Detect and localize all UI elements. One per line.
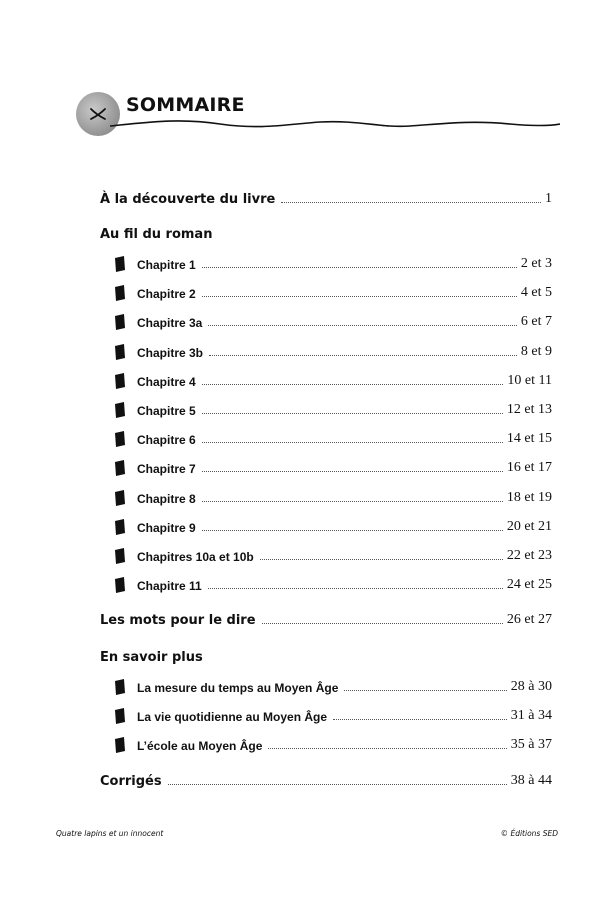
toc-entry-page: 20 et 21	[506, 518, 552, 534]
toc-entry-page: 12 et 13	[506, 402, 552, 417]
toc-entry-label: Chapitre 5	[137, 404, 196, 418]
book-bullet-icon	[114, 679, 126, 695]
toc-entry-label: Chapitre 6	[137, 433, 196, 448]
leader-dots	[208, 587, 503, 589]
toc-entry-chapitre-10[interactable]	[114, 519, 552, 535]
toc-entry-chapitre-3[interactable]	[114, 314, 552, 330]
toc-entry-chapitre-6[interactable]	[114, 402, 552, 418]
book-bullet-icon	[114, 314, 126, 330]
section-heading-fil-du-roman: Au fil du roman	[100, 227, 213, 242]
toc-entry-label: Chapitre 3a	[137, 316, 203, 331]
book-bullet-icon	[114, 256, 126, 272]
book-bullet-icon	[114, 460, 126, 476]
leader-dots	[202, 500, 503, 502]
leader-dots	[202, 295, 517, 297]
toc-entry-chapitre-9[interactable]	[114, 490, 552, 506]
book-bullet-icon	[114, 344, 126, 360]
toc-entry-label: Chapitres 10a et 10b	[137, 550, 254, 564]
toc-entry-label: L’école au Moyen Âge	[137, 739, 263, 754]
book-bullet-icon	[114, 431, 126, 447]
toc-entry-page: 14 et 15	[506, 431, 552, 447]
toc-entry-page: 4 et 5	[520, 285, 552, 301]
toc-entry-chapitre-7[interactable]	[114, 431, 552, 447]
page-header	[0, 0, 600, 150]
toc-entry-page: 18 et 19	[506, 489, 552, 505]
toc-entry-chapitre-12[interactable]	[114, 577, 552, 593]
toc-entry-label: Chapitre 9	[137, 520, 196, 535]
toc-entry-page: 28 à 30	[510, 679, 552, 694]
page-title: SOMMAIRE	[126, 94, 245, 116]
toc-entry-savoir-2[interactable]	[114, 708, 552, 724]
toc-entry-label: Chapitre 7	[137, 462, 196, 477]
book-bullet-icon	[114, 402, 126, 418]
toc-entry-savoir-1[interactable]	[114, 679, 552, 695]
toc-entry-page: 2 et 3	[520, 256, 552, 271]
book-bullet-icon	[114, 373, 126, 389]
toc-entry-label: Chapitre 11	[137, 579, 202, 594]
toc-entry-page: 6 et 7	[520, 314, 552, 330]
toc-entry-savoir-3[interactable]	[114, 737, 552, 753]
toc-entry-corriges[interactable]: Corrigés 38 à 44	[100, 773, 552, 789]
leader-dots	[344, 689, 506, 691]
leader-dots	[260, 558, 503, 560]
book-bullet-icon	[114, 708, 126, 724]
book-bullet-icon	[114, 737, 126, 753]
leader-dots	[281, 201, 541, 203]
toc-entry-label: Chapitre 1	[137, 258, 196, 272]
toc-entry-chapitre-5[interactable]	[114, 373, 552, 389]
leader-dots	[208, 324, 517, 326]
toc-entry-label: La vie quotidienne au Moyen Âge	[137, 710, 328, 725]
book-bullet-icon	[114, 577, 126, 593]
leader-dots	[202, 266, 517, 268]
toc-entry-label: Chapitre 3b	[137, 345, 204, 360]
toc-entry-decouverte[interactable]: À la découverte du livre 1	[100, 191, 552, 207]
book-bullet-icon	[114, 519, 126, 535]
leader-dots	[202, 470, 503, 472]
toc-entry-page: 10 et 11	[507, 372, 552, 388]
toc-entry-chapitre-8[interactable]	[114, 460, 552, 476]
toc-entry-label: La mesure du temps au Moyen Âge	[137, 681, 339, 695]
leader-dots	[202, 412, 503, 414]
toc-entry-page: 22 et 23	[506, 548, 552, 563]
toc-entry-label: Chapitre 2	[137, 287, 196, 302]
toc-entry-chapitre-11[interactable]	[114, 548, 552, 564]
toc-entry-page: 8 et 9	[520, 343, 552, 359]
toc-entry-page: 31 à 34	[510, 708, 552, 724]
toc-entry-page: 35 à 37	[510, 737, 552, 753]
book-bullet-icon	[114, 285, 126, 301]
leader-dots	[268, 747, 506, 749]
toc-entry-mots[interactable]: Les mots pour le dire 26 et 27	[100, 612, 552, 628]
toc-entry-chapitre-2[interactable]	[114, 285, 552, 301]
crossed-swords-icon	[87, 103, 109, 125]
toc-entry-label: Chapitre 4	[137, 374, 196, 389]
toc-entry-chapitre-1[interactable]	[114, 256, 552, 272]
leader-dots	[209, 354, 517, 356]
leader-dots	[202, 529, 503, 531]
toc-entry-page: 16 et 17	[506, 460, 552, 476]
toc-entry-label: Chapitre 8	[137, 491, 196, 506]
footer-book-title: Quatre lapins et un innocent	[56, 829, 164, 838]
leader-dots	[262, 622, 503, 624]
leader-dots	[168, 783, 507, 785]
leader-dots	[202, 383, 504, 385]
toc-entry-page: 24 et 25	[506, 577, 552, 593]
footer-publisher: © Éditions SED	[500, 829, 558, 838]
section-heading-en-savoir-plus: En savoir plus	[100, 650, 203, 665]
title-underline-wave	[110, 112, 560, 136]
leader-dots	[333, 718, 507, 720]
book-bullet-icon	[114, 548, 126, 564]
book-bullet-icon	[114, 490, 126, 506]
toc-entry-chapitre-4[interactable]	[114, 344, 552, 360]
leader-dots	[202, 441, 503, 443]
